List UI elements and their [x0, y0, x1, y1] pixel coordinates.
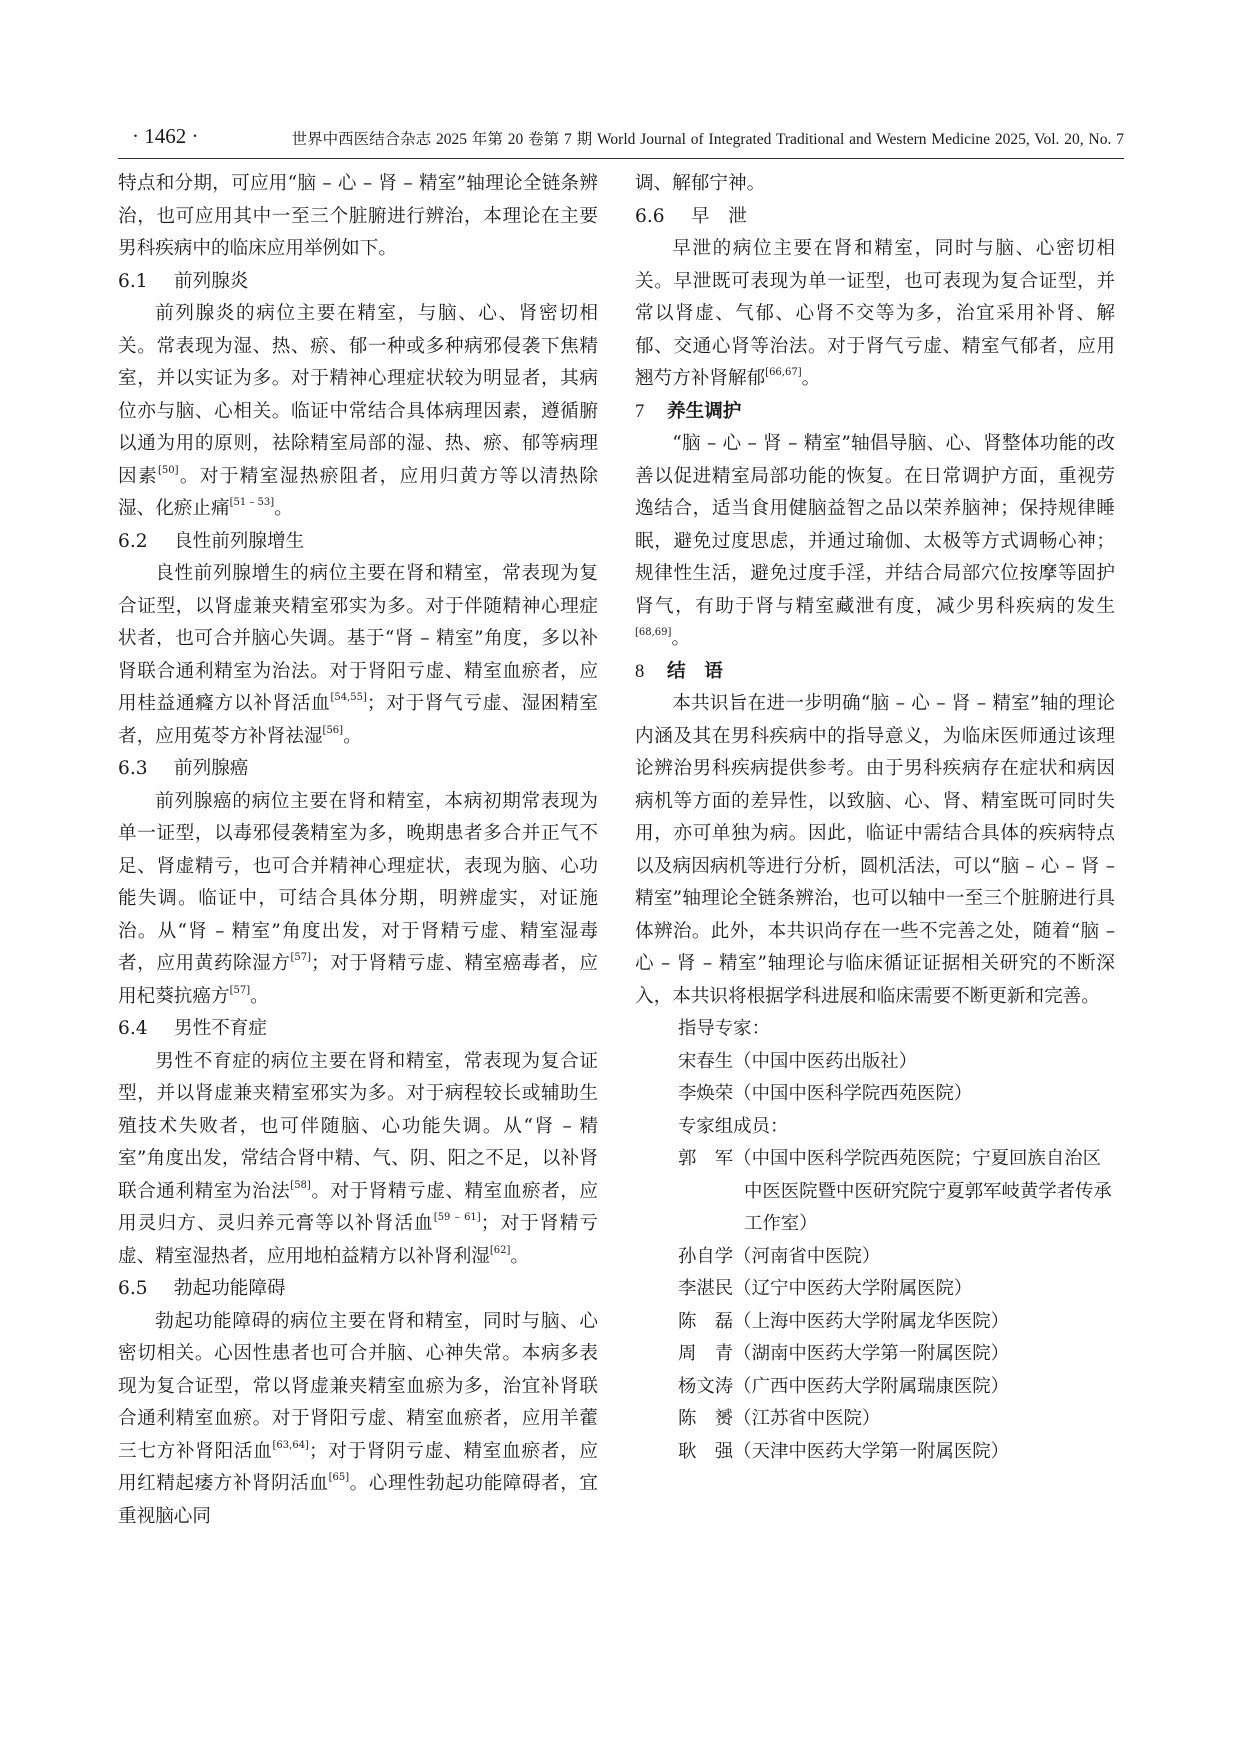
- paragraph-8: 本共识旨在进一步明确“脑 – 心 – 肾 – 精室”轴的理论内涵及其在男科疾病中的指导意义，为临床医师通过该理论辨治男科疾病提供参考。由于男科疾病存在症状和病因病机等方面的差异性，以致脑、心、肾、精室既可同时失用，亦可单独为病。因此，临证中需结合具体的疾病特点以及病因病机等进行分析，圆机活法，可以“脑 – 心 – 肾 – 精室”轴理论全链条辨治，也可以轴中一至三个脏腑进行具体辨治。此外，本共识尚存在一些不完善之处，随着“脑 – 心 – 肾 – 精室”轴理论与临床循证证据相关研究的不断深入，本共识将根据学科进展和临床需要不断更新和完善。: [635, 693, 1115, 1007]
- member-expert: 陈 磊（上海中医药大学附属龙华医院）: [678, 1310, 1010, 1332]
- paragraph-6-6: [635, 233, 1115, 396]
- member-expert: 杨文涛（广西中医药大学附属瑞康医院）: [678, 1375, 1010, 1397]
- guide-expert: 宋春生（中国中医药出版社）: [678, 1050, 918, 1072]
- paragraph-text: 。对于肾精亏虚、精室血瘀者，应用灵归方、灵归养元膏等以补肾活血: [118, 1180, 598, 1234]
- member-expert: 耿 强（天津中医药大学第一附属医院）: [678, 1440, 1010, 1462]
- paragraph-text: 。: [250, 985, 269, 1007]
- paragraph-text: 男性不育症的病位主要在肾和精室，常表现为复合证型，并以肾虚兼夹精室邪实为多。对于病程较长或辅助生殖技术失败者，也可伴随脑、心功能失调。从“肾 – 精室”角度出发，常结合肾中精、气、阴、阳之不足，以补肾联合通利精室为治法: [118, 1050, 598, 1202]
- section-title: 勃起功能障碍: [174, 1278, 286, 1299]
- paragraph-text: “脑 – 心 – 肾 – 精室”轴倡导脑、心、肾整体功能的改善以促进精室局部功能的恢复。在日常调护方面，重视劳逸结合，适当食用健脑益智之品以荣养脑神；保持规律睡眠，避免过度思虑，并通过瑜伽、太极等方式调畅心神；规律性生活，避免过度手淫，并结合局部穴位按摩等固护肾气，有助于肾与精室藏泄有度，减少男科疾病的发生: [635, 433, 1115, 617]
- paragraph-6-5: [118, 1306, 598, 1534]
- header-rule: [118, 158, 1124, 159]
- section-title: 良性前列腺增生: [174, 530, 305, 552]
- section-7-heading: [635, 396, 1115, 429]
- section-title: 养生调护: [667, 400, 742, 422]
- paragraph-text: 。对于精室湿热瘀阻者，应用归黄方等以清热除湿、化瘀止痛: [118, 465, 598, 519]
- member-expert: 陈 赟（江苏省中医院）: [678, 1408, 881, 1429]
- section-number: 6.3: [118, 758, 148, 779]
- section-title: 前列腺炎: [174, 270, 249, 292]
- section-6-3-heading: [118, 753, 598, 786]
- section-number: 6.2: [118, 530, 148, 552]
- paragraph-text: ；对于肾阴亏虚、精室血瘀者，应用红精起痿方补肾阴活血: [118, 1440, 598, 1494]
- expert-list: [635, 1013, 1115, 1468]
- citation[interactable]: [58]: [290, 1179, 311, 1191]
- section-title: 男性不育症: [174, 1018, 267, 1039]
- section-title: 早 泄: [691, 205, 747, 227]
- member-expert: 孙自学（河南省中医院）: [678, 1245, 881, 1267]
- guide-experts-label: 指导专家：: [678, 1018, 770, 1039]
- section-8-heading: [635, 656, 1115, 689]
- paragraph-text: ；对于肾精亏虚、精室癌毒者，应用杞葵抗癌方: [118, 953, 598, 1007]
- paragraph-text: 。: [274, 498, 293, 519]
- section-number: 8: [635, 660, 645, 682]
- paragraph-text: 早泄的病位主要在肾和精室，同时与脑、心密切相关。早泄既可表现为单一证型，也可表现为复合证型，并常以肾虚、气郁、心肾不交等为多，治宜采用补肾、解郁、交通心肾等治法。对于肾气亏虚、精室气郁者，应用翘芍方补肾解郁: [635, 238, 1115, 389]
- paragraph-text: 。心理性勃起功能障碍者，宜重视脑心同: [118, 1473, 598, 1527]
- citation[interactable]: [56]: [322, 724, 344, 736]
- section-6-4-heading: [118, 1013, 598, 1046]
- paragraph-6-1: [118, 298, 598, 526]
- running-header: [118, 124, 1124, 152]
- section-title: 前列腺癌: [174, 758, 249, 779]
- left-column: [118, 168, 598, 1533]
- paragraph-text: 。: [343, 725, 362, 747]
- paragraph-text: 前列腺癌的病位主要在肾和精室，本病初期常表现为单一证型，以毒邪侵袭精室为多，晚期患者多合并正气不足、肾虚精亏，也可合并精神心理症状，表现为脑、心功能失调。临证中，可结合具体分期，明辨虚实，对证施治。从“肾 – 精室”角度出发，对于肾精亏虚、精室湿毒者，应用黄药除湿方: [118, 790, 598, 974]
- section-title: 结 语: [667, 660, 723, 682]
- intro-paragraph: 特点和分期，可应用“脑 – 心 – 肾 – 精室”轴理论全链条辨治，也可应用其中一至三个脏腑进行辨治，本理论在主要男科疾病中的临床应用举例如下。: [118, 173, 598, 259]
- member-expert: 李湛民（辽宁中医药大学附属医院）: [678, 1278, 973, 1299]
- paragraph-text: 。: [510, 1245, 530, 1267]
- section-number: 7: [635, 400, 645, 422]
- citation[interactable]: [63,64]: [272, 1439, 309, 1451]
- citation[interactable]: [66,67]: [765, 367, 802, 378]
- member-expert: 郭 军（中国中医科学院西苑医院；宁夏回族自治区中医医院暨中医研究院宁夏郭军岐黄学者传承工作室）: [678, 1148, 1112, 1234]
- section-number: 6.1: [118, 270, 148, 292]
- citation[interactable]: [68,69]: [635, 627, 672, 638]
- section-6-6-heading: [635, 201, 1115, 234]
- citation[interactable]: [57]: [290, 952, 312, 963]
- guide-expert: 李焕荣（中国中医科学院西苑医院）: [678, 1083, 973, 1104]
- section-number: 6.5: [118, 1278, 148, 1299]
- paragraph-6-2: [118, 558, 598, 753]
- continued-text: 调、解郁宁神。: [635, 173, 766, 194]
- section-6-2-heading: [118, 526, 598, 559]
- citation[interactable]: [54,55]: [330, 692, 367, 703]
- citation[interactable]: [50]: [157, 464, 179, 476]
- journal-title: 世界中西医结合杂志 2025 年第 20 卷第 7 期 World Journal of Integrated Traditional and Western Medicine 2025, Vol. 20, No. 7: [291, 131, 1124, 148]
- citation[interactable]: [65]: [328, 1472, 350, 1483]
- paragraph-text: 良性前列腺增生的病位主要在肾和精室，常表现为复合证型，以肾虚兼夹精室邪实为多。对于伴随精神心理症状者，也可合并脑心失调。基于“肾 – 精室”角度，多以补肾联合通利精室为治法。对于肾阳亏虚、精室血瘀者，应用桂益通癃方以补肾活血: [118, 563, 598, 714]
- citation[interactable]: [59 – 61]: [433, 1212, 481, 1223]
- citation[interactable]: [62]: [489, 1244, 511, 1256]
- paragraph-7: [635, 428, 1115, 656]
- paragraph-text: 勃起功能障碍的病位主要在肾和精室，同时与脑、心密切相关。心因性患者也可合并脑、心神失常。本病多表现为复合证型，常以肾虚兼夹精室血瘀为多，治宜补肾联合通利精室血瘀。对于肾阳亏虚、精室血瘀者，应用羊藿三七方补肾阳活血: [118, 1310, 598, 1462]
- paragraph-text: ；对于肾精亏虚、精室湿热者，应用地柏益精方以补肾利湿: [118, 1213, 598, 1267]
- member-expert: 周 青（湖南中医药大学第一附属医院）: [678, 1343, 1010, 1364]
- section-number: 6.6: [635, 205, 665, 227]
- paragraph-text: ；对于肾气亏虚、湿困精室者，应用菟苓方补肾祛湿: [118, 693, 598, 747]
- members-label: 专家组成员：: [678, 1115, 789, 1137]
- citation[interactable]: [57]: [229, 984, 251, 996]
- page-number: · 1462 ·: [132, 124, 199, 148]
- paragraph-text: 前列腺炎的病位主要在精室，与脑、心、肾密切相关。常表现为湿、热、瘀、郁一种或多种病邪侵袭下焦精室，并以实证为多。对于精神心理症状较为明显者，其病位亦与脑、心相关。临证中常结合具体病理因素，遵循腑以通为用的原则，祛除精室局部的湿、热、瘀、郁等病理因素: [118, 303, 598, 487]
- paragraph-6-3: [118, 786, 598, 1014]
- paragraph-6-4: [118, 1046, 598, 1274]
- paragraph-text: 。: [671, 628, 691, 649]
- section-6-5-heading: [118, 1273, 598, 1306]
- section-number: 6.4: [118, 1018, 148, 1039]
- citation[interactable]: [51 – 53]: [229, 497, 275, 508]
- section-6-1-heading: [118, 266, 598, 299]
- right-column: [635, 168, 1115, 1468]
- paragraph-text: 。: [801, 368, 821, 389]
